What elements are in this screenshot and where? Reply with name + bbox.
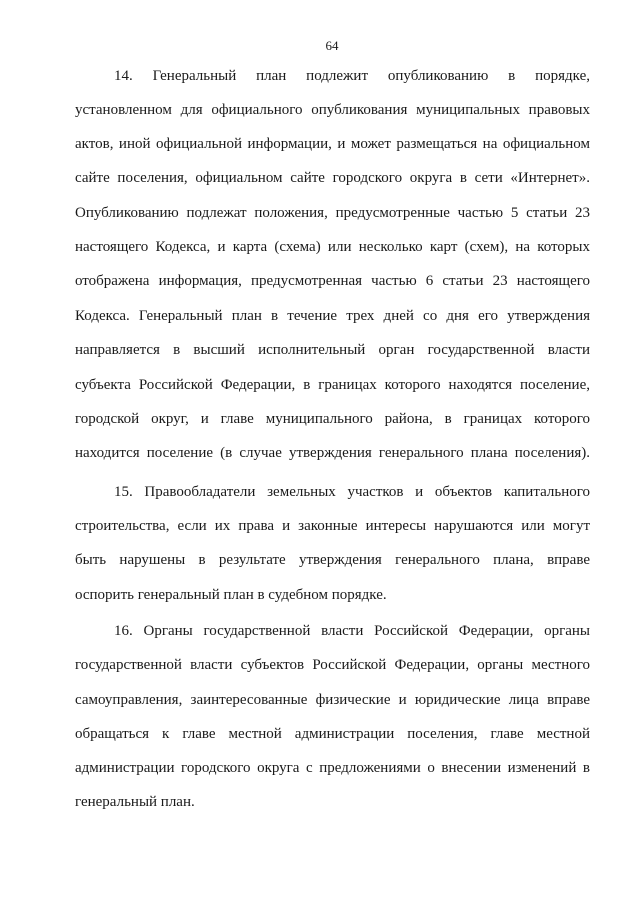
paragraph-16-line-4: обращаться к главе местной администрации поселения, главе местной: [75, 726, 590, 742]
paragraph-14-line-3: актов, иной официальной информации, и может размещаться на официальном: [75, 136, 590, 152]
paragraph-16-line-5: администрации городского округа с предложениями о внесении изменений в: [75, 760, 590, 776]
paragraph-14-line-4: сайте поселения, официальном сайте городского округа в сети «Интернет».: [75, 170, 590, 186]
paragraph-14-line-8: Кодекса. Генеральный план в течение трех дней со дня его утверждения: [75, 308, 590, 324]
paragraph-14-line-5: Опубликованию подлежат положения, предусмотренные частью 5 статьи 23: [75, 205, 590, 221]
paragraph-15-line-4: оспорить генеральный план в судебном порядке.: [75, 587, 387, 603]
paragraph-16-line-2: государственной власти субъектов Российской Федерации, органы местного: [75, 657, 590, 673]
page-number: 64: [325, 38, 339, 53]
paragraph-14-line-6: настоящего Кодекса, и карта (схема) или несколько карт (схем), на которых: [75, 239, 590, 255]
paragraph-14-line-7: отображена информация, предусмотренная частью 6 статьи 23 настоящего: [75, 273, 590, 289]
paragraph-16-line-1: 16. Органы государственной власти Российской Федерации, органы: [114, 623, 590, 639]
paragraph-15-line-3: быть нарушены в результате утверждения генерального плана, вправе: [75, 552, 590, 568]
paragraph-14-line-9: направляется в высший исполнительный орган государственной власти: [75, 342, 590, 358]
paragraph-15-line-1: 15. Правообладатели земельных участков и объектов капитального: [114, 484, 590, 500]
paragraph-14-line-10: субъекта Российской Федерации, в границах которого находятся поселение,: [75, 377, 590, 393]
paragraph-14-line-12: находится поселение (в случае утверждения генерального плана поселения).: [75, 445, 590, 461]
paragraph-14-line-11: городской округ, и главе муниципального района, в границах которого: [75, 411, 590, 427]
paragraph-15-line-2: строительства, если их права и законные интересы нарушаются или могут: [75, 518, 590, 534]
paragraph-16-line-6: генеральный план.: [75, 794, 195, 810]
paragraph-14-line-2: установленном для официального опубликования муниципальных правовых: [75, 102, 590, 118]
paragraph-14-line-1: 14. Генеральный план подлежит опубликованию в порядке,: [114, 68, 590, 84]
paragraph-16-line-3: самоуправления, заинтересованные физические и юридические лица вправе: [75, 692, 590, 708]
